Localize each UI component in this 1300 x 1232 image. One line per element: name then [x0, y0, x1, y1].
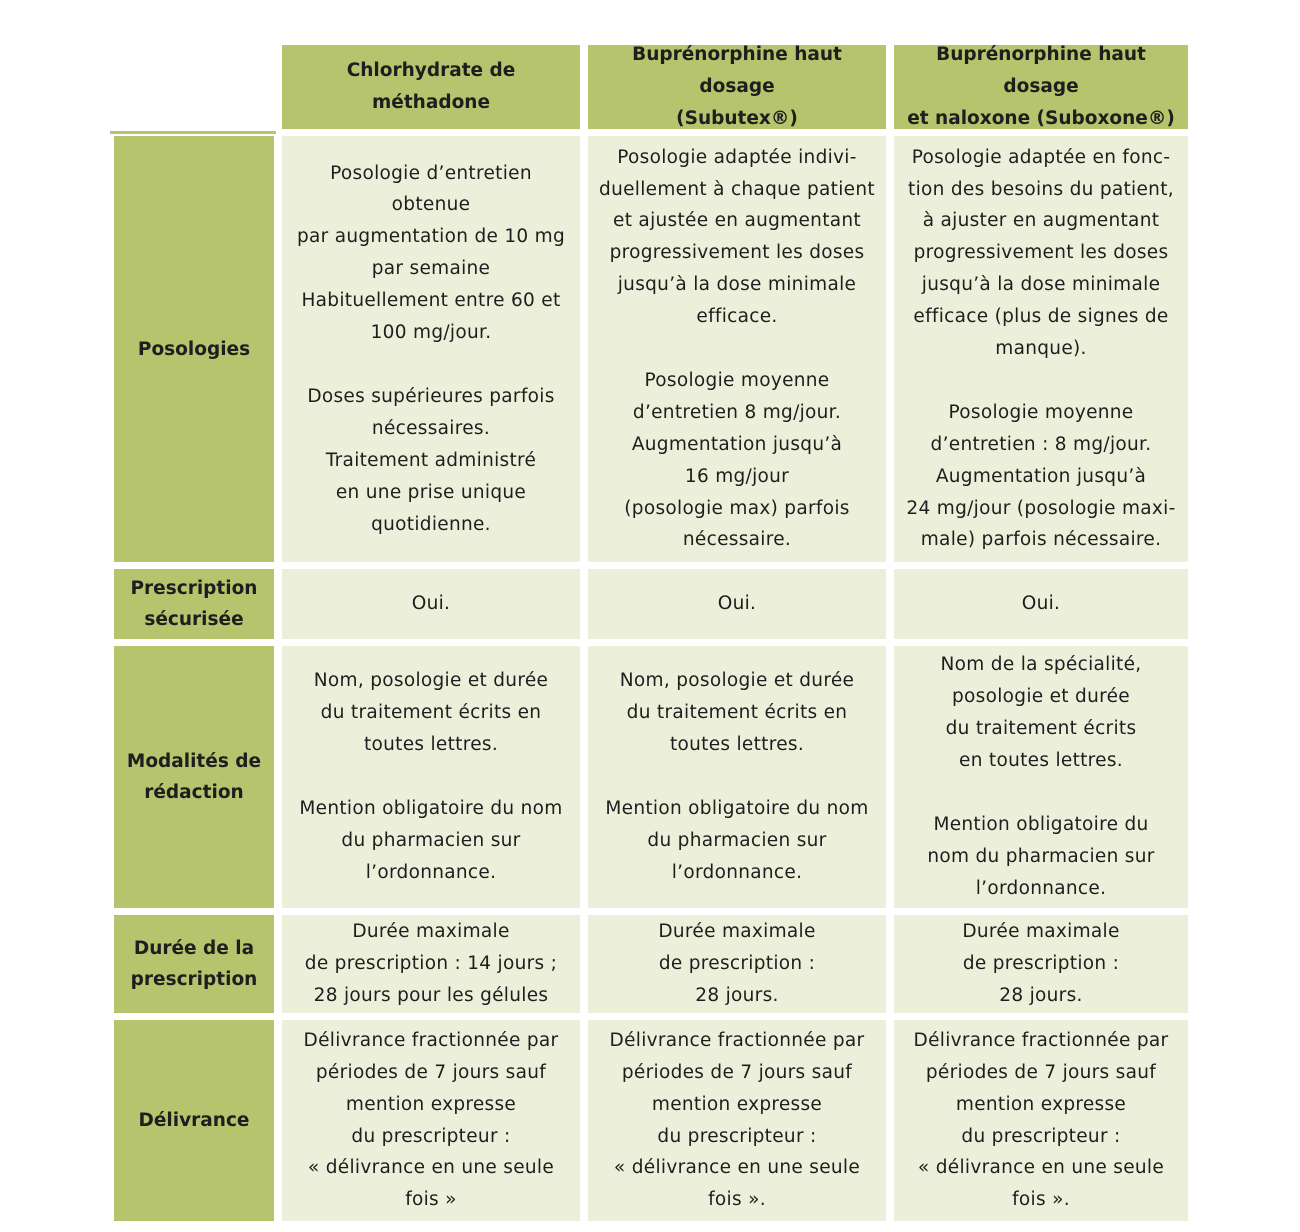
- table-cell: [282, 646, 580, 908]
- cell-text: Durée maximale de prescription : 28 jours.: [658, 921, 816, 1006]
- cell-text: Durée maximale de prescription : 28 jours.: [962, 921, 1120, 1006]
- cell-text: Durée maximale de prescription : 14 jours ; 28 jours pour les gélules: [304, 921, 558, 1006]
- cell-text: Nom, posologie et durée du traitement écrits en toutes lettres. Mention obligatoire du nom du pharmacien sur l’ordonnance.: [605, 670, 869, 883]
- row-header-label: Durée de la prescription: [130, 938, 258, 990]
- row-header-label: Modalités de rédaction: [126, 751, 262, 803]
- table-cell: [282, 136, 580, 562]
- table-cell: [282, 1020, 580, 1221]
- cell-text: Posologie adaptée en fonc- tion des besoins du patient, à ajuster en augmentant progressivement les doses jusqu’à la dose minimale efficace (plus de signes de manque). Posologie moyenne d’entretien : 8 mg/jour. Augmentation jusqu’à 24 mg/jour (posologie maxi- male) parfois nécessaire.: [906, 146, 1176, 551]
- row-header-modalites-redaction: [114, 646, 274, 908]
- table-cell: [894, 1020, 1188, 1221]
- cell-text: Posologie adaptée indivi- duellement à chaque patient et ajustée en augmentant progressivement les doses jusqu’à la dose minimale efficace. Posologie moyenne d’entretien 8 mg/jour. Augmentation jusqu’à 16 mg/jour (posologie max) parfois nécessaire.: [599, 146, 875, 551]
- cell-text: Délivrance fractionnée par périodes de 7 jours sauf mention expresse du prescripteur : « délivrance en une seule fois ».: [609, 1029, 865, 1211]
- row-header-label: Prescription sécurisée: [130, 578, 258, 630]
- cell-text: Oui.: [411, 593, 451, 615]
- table-cell: [894, 136, 1188, 562]
- table-cell: [282, 569, 580, 639]
- table-cell: [588, 915, 886, 1013]
- cell-text: Délivrance fractionnée par périodes de 7 jours sauf mention expresse du prescripteur : « délivrance en une seule fois »: [303, 1029, 559, 1211]
- table-cell: [588, 1020, 886, 1221]
- row-header-posologies: [114, 136, 274, 562]
- table-cell: [588, 569, 886, 639]
- column-header-methadone: [282, 45, 580, 129]
- column-header-label: Chlorhydrate de méthadone: [346, 60, 516, 113]
- table-cell: [894, 646, 1188, 908]
- table-cell: [894, 915, 1188, 1013]
- comparison-table: [110, 45, 1176, 1221]
- cell-text: Nom de la spécialité, posologie et durée du traitement écrits en toutes lettres. Mention obligatoire du nom du pharmacien sur l’ordonnance.: [927, 654, 1155, 899]
- cell-text: Délivrance fractionnée par périodes de 7 jours sauf mention expresse du prescripteur : « délivrance en une seule fois ».: [913, 1029, 1169, 1211]
- table-cell: [282, 915, 580, 1013]
- cell-text: Nom, posologie et durée du traitement écrits en toutes lettres. Mention obligatoire du nom du pharmacien sur l’ordonnance.: [299, 670, 563, 883]
- cell-text: Posologie d’entretien obtenue par augmentation de 10 mg par semaine Habituellement entre 60 et 100 mg/jour. Doses supérieures parfois nécessaires. Traitement administré en une prise unique quotidienne.: [296, 162, 566, 535]
- row-header-label: Délivrance: [138, 1110, 250, 1131]
- table-cell: [894, 569, 1188, 639]
- row-header-prescription-securisee: [114, 569, 274, 639]
- cell-text: Oui.: [717, 593, 757, 615]
- row-header-label: Posologies: [137, 338, 251, 360]
- table-corner: [110, 45, 274, 129]
- column-header-label: Buprénorphine haut dosage (Subutex®): [632, 44, 842, 129]
- column-header-suboxone: [894, 45, 1188, 129]
- row-header-delivrance: [114, 1020, 274, 1221]
- row-header-duree-prescription: [114, 915, 274, 1013]
- table-cell: [588, 136, 886, 562]
- table-cell: [588, 646, 886, 908]
- column-header-subutex: [588, 45, 886, 129]
- cell-text: Oui.: [1021, 593, 1061, 615]
- column-header-label: Buprénorphine haut dosage et naloxone (Suboxone®): [907, 44, 1175, 129]
